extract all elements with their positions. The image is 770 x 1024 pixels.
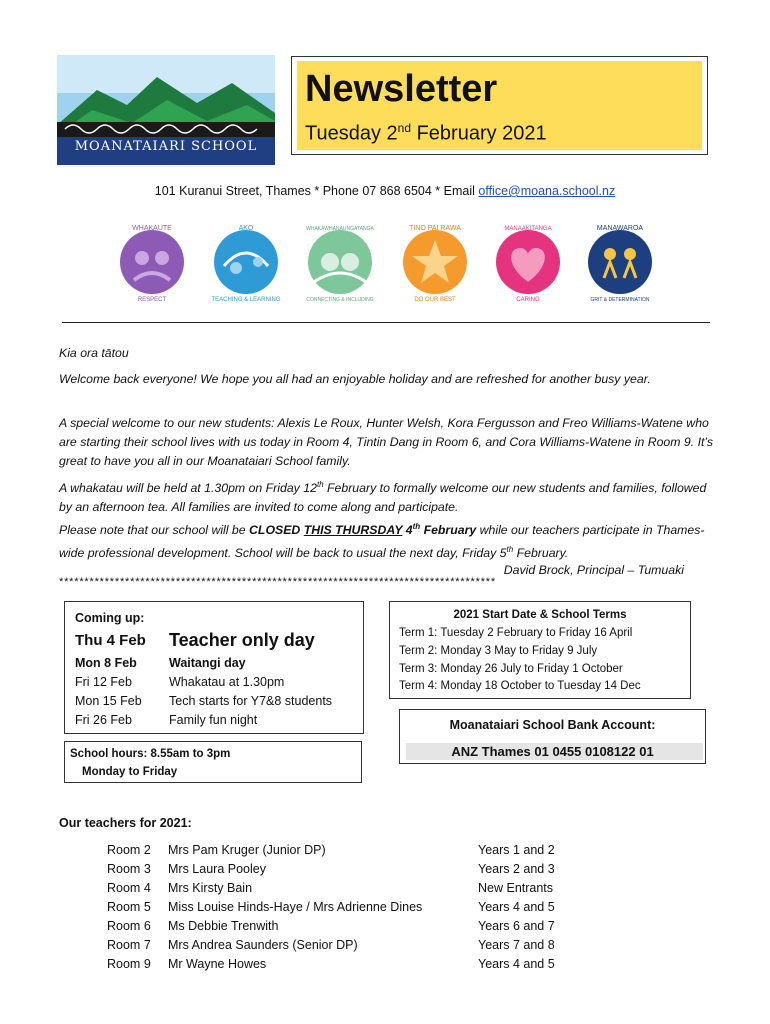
value-whakaute-icon (112, 222, 192, 302)
event-date: Mon 8 Feb (75, 656, 137, 670)
term-item: Term 4: Monday 18 October to Tuesday 14 Dec (399, 680, 641, 692)
svg-text:CONNECTING & INCLUDING: CONNECTING & INCLUDING (306, 297, 374, 302)
signoff: David Brock, Principal – Tumuaki (503, 563, 684, 577)
teacher-years: Years 2 and 3 (478, 862, 555, 876)
bank-heading: Moanataiari School Bank Account: (449, 718, 656, 732)
teacher-name: Mrs Laura Pooley (168, 862, 266, 876)
room: Room 7 (107, 938, 151, 952)
teacher-name: Mr Wayne Howes (168, 957, 267, 971)
event-date: Fri 12 Feb (75, 675, 132, 689)
terms-heading: 2021 Start Date & School Terms (453, 609, 627, 621)
event-name: Teacher only day (169, 630, 315, 650)
school-hours: School hours: 8.55am to 3pm (70, 748, 231, 760)
paragraph-closure: Please note that our school will be CLOSED THIS THURSDAY 4th February while our teachers participate in Thames-wide professional development. School will be back to usual the next day, Friday 5th February. (59, 522, 705, 561)
teacher-years: Years 4 and 5 (478, 957, 555, 971)
event-name: Family fun night (169, 713, 258, 727)
school-hours-box (64, 741, 362, 783)
teacher-name: Miss Louise Hinds-Haye / Mrs Adrienne Dines (168, 900, 423, 914)
term-item: Term 2: Monday 3 May to Friday 9 July (399, 645, 598, 657)
svg-text:GRIT & DETERMINATION: GRIT & DETERMINATION (590, 297, 650, 302)
room: Room 3 (107, 862, 151, 876)
event-name: Tech starts for Y7&8 students (169, 694, 333, 708)
teacher-name: Mrs Andrea Saunders (Senior DP) (168, 938, 358, 952)
room: Room 9 (107, 957, 151, 971)
svg-text:WHAKAUTE: WHAKAUTE (132, 225, 172, 232)
room: Room 2 (107, 843, 151, 857)
bank-account-box (399, 709, 706, 764)
title-box (291, 56, 708, 155)
svg-text:RESPECT: RESPECT (137, 297, 167, 302)
event-date: Fri 26 Feb (75, 713, 132, 727)
greeting: Kia ora tātou (59, 346, 129, 360)
event-date: Thu 4 Feb (75, 632, 146, 649)
email-link[interactable]: office@moana.school.nz (478, 184, 616, 198)
bank-account-number: ANZ Thames 01 0455 0108122 01 (451, 744, 654, 759)
svg-text:TINO PAI RAWA: TINO PAI RAWA (409, 225, 461, 232)
room: Room 4 (107, 881, 151, 895)
teacher-years: Years 7 and 8 (478, 938, 555, 952)
event-name: Waitangi day (169, 656, 246, 670)
logo-caption: MOANATAIARI SCHOOL (74, 139, 258, 154)
contact-address-phone: 101 Kuranui Street, Thames * Phone 07 868 6504 * Email (154, 184, 479, 198)
coming-up-heading: Coming up: (75, 611, 145, 625)
svg-text:WHAKAWHANAUNGATANGA: WHAKAWHANAUNGATANGA (306, 226, 374, 232)
room: Room 5 (107, 900, 151, 914)
term-item: Term 1: Tuesday 2 February to Friday 16 April (399, 627, 633, 639)
room: Room 6 (107, 919, 151, 933)
coming-up-box (64, 601, 364, 734)
event-date: Mon 15 Feb (75, 694, 142, 708)
paragraph-welcome: Welcome back everyone! We hope you all had an enjoyable holiday and are refreshed for another busy year. (59, 372, 651, 386)
teacher-name: Mrs Kirsty Bain (168, 881, 253, 895)
teacher-name: Ms Debbie Trenwith (168, 919, 279, 933)
teacher-years: Years 6 and 7 (478, 919, 555, 933)
school-days: Monday to Friday (82, 766, 178, 778)
newsletter-title: Newsletter (305, 68, 498, 110)
divider (62, 322, 710, 323)
event-name: Whakatau at 1.30pm (169, 675, 285, 689)
value-tino-pai-rawa-icon (395, 222, 475, 302)
star-divider: ************************************************************************************** (59, 576, 496, 588)
teacher-years: Years 4 and 5 (478, 900, 555, 914)
teachers-heading: Our teachers for 2021: (59, 816, 192, 830)
paragraph-whakatau: A whakatau will be held at 1.30pm on Friday 12th February to formally welcome our new students and families, followed by an afternoon tea. All families are invited to come along and participate. (59, 480, 707, 515)
term-item: Term 3: Monday 26 July to Friday 1 October (399, 663, 623, 675)
teacher-name: Mrs Pam Kruger (Junior DP) (168, 843, 326, 857)
svg-text:CARING: CARING (516, 297, 540, 302)
svg-text:AKO: AKO (238, 225, 254, 232)
value-whakawhanaungatanga-icon (300, 222, 380, 302)
svg-text:TEACHING & LEARNING: TEACHING & LEARNING (211, 297, 281, 302)
contact-line (0, 184, 770, 198)
newsletter-date: Tuesday 2nd February 2021 (305, 121, 547, 145)
svg-text:MANAWAROA: MANAWAROA (596, 225, 644, 232)
teacher-years: Years 1 and 2 (478, 843, 555, 857)
paragraph-new-students: A special welcome to our new students: Alexis Le Roux, Hunter Welsh, Kora Fergusson and Freo Williams-Watene who are starting their school lives with us today in Room 4, Tintin Dang in Room 6, and Cora Williams-Watene in Room 9. It’s great to have you all in our Moanataiari School family. (59, 416, 714, 468)
svg-text:DO OUR BEST: DO OUR BEST (414, 297, 456, 302)
teacher-years: New Entrants (478, 881, 554, 895)
value-manawaroa-icon (580, 222, 660, 302)
value-manaakitanga-icon (488, 222, 568, 302)
value-ako-icon (206, 222, 286, 302)
svg-text:MANAAKITANGA: MANAAKITANGA (504, 226, 552, 232)
school-terms-box (389, 601, 691, 699)
